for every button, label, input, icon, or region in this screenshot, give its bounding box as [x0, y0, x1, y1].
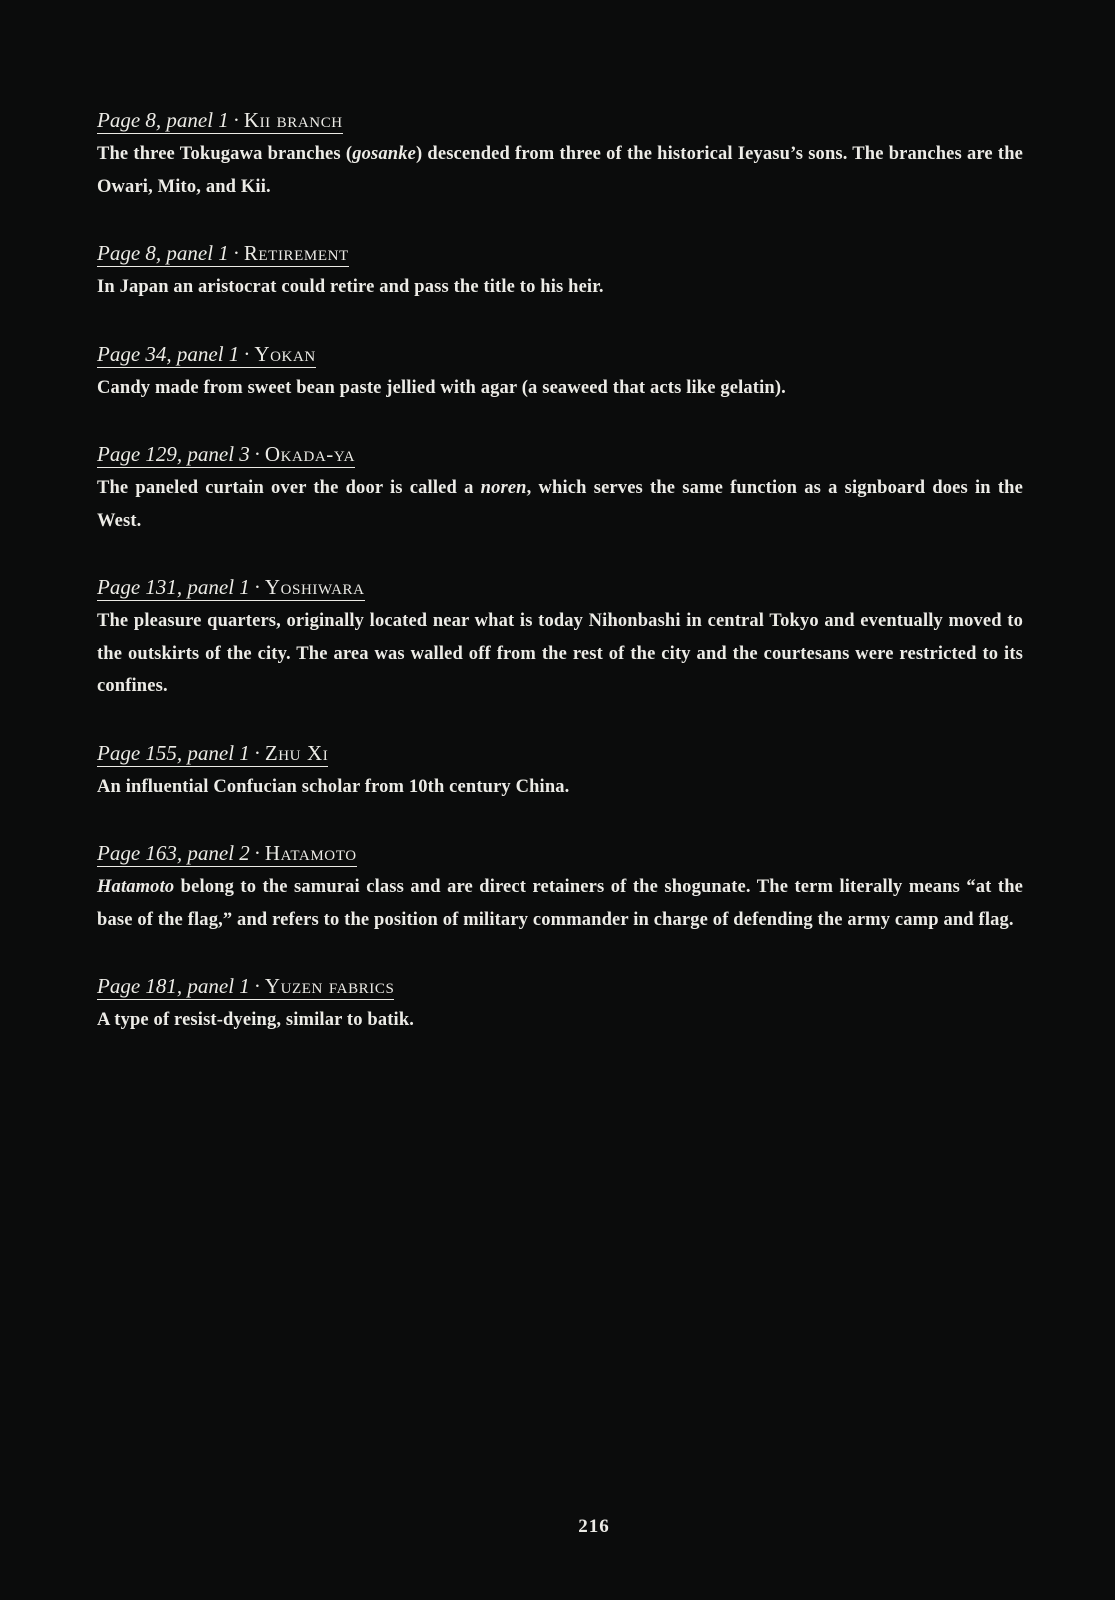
note-body-emphasis: noren — [480, 478, 527, 498]
glossary-note — [97, 841, 1023, 936]
glossary-note — [97, 342, 1023, 405]
note-page-reference: Page 8, panel 1 — [97, 108, 229, 132]
note-body — [97, 138, 1023, 203]
note-body-emphasis: Hatamoto — [97, 877, 175, 897]
note-separator: · — [253, 740, 261, 765]
note-heading — [97, 575, 365, 601]
note-body — [97, 472, 1023, 537]
note-separator: · — [253, 974, 261, 998]
note-term: Hatamoto — [264, 841, 357, 865]
note-body-text: A type of resist-dyeing, similar to batik. — [97, 1010, 415, 1030]
note-page-reference: Page 129, panel 3 — [97, 442, 250, 466]
note-body-emphasis: gosanke — [352, 144, 416, 164]
note-body-text: The paneled curtain over the door is called a — [97, 478, 481, 498]
page-number: 216 — [578, 1516, 610, 1537]
note-heading — [97, 841, 357, 867]
glossary-note — [97, 741, 1023, 804]
note-body-text: The three Tokugawa branches ( — [97, 144, 353, 164]
note-term: Kii branch — [243, 108, 343, 132]
note-body — [97, 1004, 1023, 1037]
note-heading — [97, 974, 394, 1000]
note-body-text: The pleasure quarters, originally located near what is today Nihonbashi in central Tokyo and eventually moved to the outskirts of the city. The area was walled off from the rest of the city and the courtesans were restricted to its confines. — [97, 611, 1023, 696]
glossary-note — [97, 442, 1023, 537]
note-body-text: Candy made from sweet bean paste jellied with agar (a seaweed that acts like gelatin). — [97, 377, 786, 398]
note-separator: · — [253, 575, 261, 599]
note-body — [97, 871, 1023, 936]
note-body — [97, 271, 1023, 304]
note-heading — [97, 442, 355, 468]
note-term: Zhu Xi — [264, 740, 329, 765]
note-body-text: belong to the samurai class and are direct retainers of the shogunate. The term literally means “at the base of the flag,” and refers to the position of military commander in charge of defending the army camp and flag. — [97, 877, 1023, 930]
note-body-text: , which serves the same function as a signboard does in the West. — [97, 478, 1023, 531]
note-heading — [97, 342, 316, 368]
glossary-note — [97, 575, 1023, 703]
glossary-note — [97, 108, 1023, 203]
note-term: Okada-ya — [264, 442, 356, 466]
note-term: Retirement — [243, 241, 349, 265]
note-page-reference: Page 163, panel 2 — [97, 841, 250, 865]
note-separator: · — [243, 341, 251, 366]
note-heading — [97, 108, 343, 134]
glossary-notes — [97, 108, 1023, 1075]
note-separator: · — [232, 241, 240, 265]
note-page-reference: Page 8, panel 1 — [97, 241, 229, 265]
note-term: Yokan — [254, 341, 316, 366]
note-separator: · — [253, 442, 261, 466]
note-page-reference: Page 155, panel 1 — [97, 740, 250, 765]
note-separator: · — [253, 841, 261, 865]
note-heading — [97, 241, 349, 267]
note-page-reference: Page 131, panel 1 — [97, 575, 250, 599]
note-page-reference: Page 181, panel 1 — [97, 974, 250, 998]
note-body — [97, 771, 1023, 804]
note-body — [97, 605, 1023, 703]
note-body-text: ) descended from three of the historical Ieyasu’s sons. The branches are the Owari, Mito, and Kii. — [97, 144, 1024, 197]
glossary-note — [97, 241, 1023, 304]
note-term: Yuzen fabrics — [264, 974, 395, 998]
note-heading — [97, 741, 328, 767]
note-body-text: An influential Confucian scholar from 10th century China. — [97, 776, 570, 797]
note-page-reference: Page 34, panel 1 — [97, 341, 240, 366]
note-body — [97, 372, 1023, 405]
note-term: Yoshiwara — [264, 575, 365, 599]
glossary-note — [97, 974, 1023, 1037]
note-separator: · — [232, 108, 240, 132]
note-body-text: In Japan an aristocrat could retire and pass the title to his heir. — [97, 277, 604, 297]
